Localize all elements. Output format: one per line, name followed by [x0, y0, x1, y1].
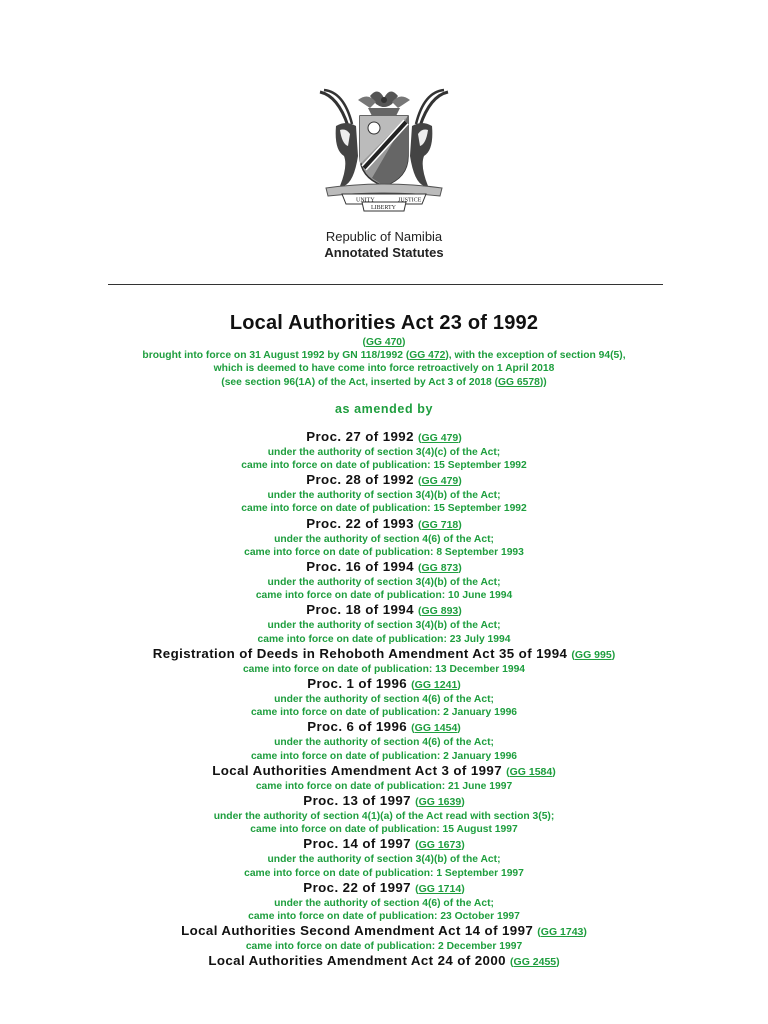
amendment-title-text: Proc. 28 of 1992	[306, 472, 414, 488]
amendment-note: came into force on date of publication: 2 January 1996	[250, 750, 518, 762]
amendment-note: under the authority of section 3(4)(c) of the Act;	[267, 446, 501, 458]
gazette-link[interactable]: GG 873	[421, 562, 459, 575]
header-divider	[108, 284, 663, 285]
amendment-title	[0, 763, 768, 780]
amended-by-heading: as amended by	[334, 401, 434, 416]
amendment-gazette-ref: (GG 893)	[418, 605, 462, 618]
act-info-line-2: which is deemed to have come into force retroactively on 1 April 2018	[213, 363, 555, 375]
amendment-gazette-ref: (GG 479)	[418, 475, 462, 488]
gazette-link[interactable]: GG 1639	[418, 796, 462, 809]
amendment-note: under the authority of section 3(4)(b) of the Act;	[267, 620, 501, 632]
amendment-note: under the authority of section 3(4)(b) of the Act;	[267, 490, 501, 502]
amendment-note: under the authority of section 4(6) of the Act;	[274, 737, 494, 749]
amendment-title	[0, 880, 768, 897]
amendment-gazette-ref: (GG 1639)	[415, 796, 465, 809]
amendment-gazette-ref: (GG 1673)	[415, 839, 465, 852]
amendment-title-text: Proc. 16 of 1994	[306, 559, 414, 575]
amendment-gazette-ref: (GG 479)	[418, 431, 462, 444]
act-title: Local Authorities Act 23 of 1992	[229, 312, 539, 334]
amendment-note: came into force on date of publication: 1 September 1997	[244, 867, 524, 879]
gazette-link[interactable]: GG 1584	[509, 765, 553, 778]
amendment-title-text: Proc. 22 of 1997	[303, 879, 411, 895]
amendment-title	[0, 719, 768, 736]
gazette-link[interactable]: GG 718	[421, 518, 459, 531]
gazette-link[interactable]: GG 470	[365, 337, 403, 348]
republic-name: Republic of Namibia	[325, 229, 443, 244]
amendment-title	[0, 472, 768, 489]
amendment-title	[0, 646, 768, 663]
gazette-link[interactable]: GG 995	[574, 648, 612, 661]
amendment-title	[0, 923, 768, 940]
motto-justice: JUSTICE	[398, 197, 422, 204]
gazette-link[interactable]: GG 1714	[418, 882, 462, 895]
amendment-note: came into force on date of publication: 23 July 1994	[257, 633, 511, 645]
amendment-note: came into force on date of publication: 2 December 1997	[245, 941, 523, 953]
amendment-gazette-ref: (GG 1584)	[506, 765, 556, 778]
amendment-note: under the authority of section 4(6) of the Act;	[274, 897, 494, 909]
amendment-title-text: Local Authorities Amendment Act 3 of 1997	[212, 762, 503, 778]
amendment-title-text: Proc. 6 of 1996	[307, 719, 408, 735]
amendment-note: came into force on date of publication: 15 September 1992	[241, 460, 527, 472]
gazette-link[interactable]: GG 893	[421, 605, 459, 618]
amendment-note: came into force on date of publication: 2 January 1996	[250, 707, 518, 719]
amendment-note: came into force on date of publication: 23 October 1997	[248, 911, 520, 923]
amendment-title-text: Proc. 27 of 1992	[306, 428, 414, 444]
amendment-note: under the authority of section 3(4)(b) of the Act;	[267, 854, 501, 866]
amendment-gazette-ref: (GG 1714)	[415, 882, 465, 895]
amendment-title-text: Proc. 13 of 1997	[303, 793, 411, 809]
amendment-title-text: Proc. 22 of 1993	[306, 515, 414, 531]
amendment-title-text: Local Authorities Amendment Act 24 of 2000	[208, 953, 506, 969]
amendment-title-text: Registration of Deeds in Rehoboth Amendment Act 35 of 1994	[152, 645, 568, 661]
amendment-title-text: Local Authorities Second Amendment Act 14 of 1997	[181, 923, 534, 939]
motto-unity: UNITY	[356, 197, 375, 204]
amendment-note: came into force on date of publication: 15 September 1992	[241, 503, 527, 515]
gazette-link[interactable]: GG 479	[421, 431, 459, 444]
gazette-link[interactable]: GG 472	[409, 350, 446, 362]
amendment-note: under the authority of section 3(4)(b) of the Act;	[267, 577, 501, 589]
amendment-title-text: Proc. 18 of 1994	[306, 602, 414, 618]
act-gazette-line: (GG 470)	[362, 337, 406, 348]
amendment-title	[0, 559, 768, 576]
amendment-title	[0, 793, 768, 810]
act-info-line-3: (see section 96(1A) of the Act, inserted by Act 3 of 2018 (GG 6578))	[221, 376, 547, 388]
amendment-gazette-ref: (GG 718)	[418, 518, 462, 531]
amendment-title-text: Proc. 1 of 1996	[307, 676, 408, 692]
namibia-coat-of-arms-icon	[318, 86, 450, 212]
amendment-note: under the authority of section 4(1)(a) of the Act read with section 3(5);	[213, 811, 555, 823]
amendment-note: came into force on date of publication: 8 September 1993	[244, 546, 524, 558]
amendment-note: came into force on date of publication: 15 August 1997	[250, 824, 518, 836]
amendment-note: came into force on date of publication: 13 December 1994	[242, 663, 526, 675]
gazette-link[interactable]: GG 1454	[414, 722, 458, 735]
amendment-gazette-ref: (GG 1454)	[411, 722, 461, 735]
amendment-title-text: Proc. 14 of 1997	[303, 836, 411, 852]
amendments-list	[0, 429, 768, 971]
amendment-title	[0, 516, 768, 533]
motto-liberty: LIBERTY	[371, 205, 396, 211]
amendment-gazette-ref: (GG 2455)	[510, 956, 560, 969]
amendment-title	[0, 953, 768, 970]
amendment-gazette-ref: (GG 873)	[418, 562, 462, 575]
amendment-note: came into force on date of publication: 10 June 1994	[255, 590, 513, 602]
annotated-statutes-label: Annotated Statutes	[324, 245, 444, 260]
amendment-gazette-ref: (GG 1743)	[537, 926, 587, 939]
amendment-note: under the authority of section 4(6) of the Act;	[274, 694, 494, 706]
amendment-title	[0, 836, 768, 853]
gazette-link[interactable]: GG 479	[421, 475, 459, 488]
amendment-title	[0, 602, 768, 619]
publication-header	[0, 229, 768, 261]
amendment-note: under the authority of section 4(6) of the Act;	[274, 533, 494, 545]
amendment-gazette-ref: (GG 995)	[571, 648, 616, 661]
gazette-link[interactable]: GG 1241	[414, 679, 458, 692]
coat-of-arms	[318, 86, 450, 212]
amendment-title	[0, 429, 768, 446]
document-body	[0, 310, 768, 970]
gazette-link[interactable]: GG 1673	[418, 839, 462, 852]
gazette-link[interactable]: GG 1743	[540, 926, 584, 939]
gazette-link[interactable]: GG 6578	[498, 376, 540, 388]
gazette-link[interactable]: GG 2455	[513, 956, 557, 969]
amendment-gazette-ref: (GG 1241)	[411, 679, 461, 692]
amendment-title	[0, 676, 768, 693]
act-info-line-1: brought into force on 31 August 1992 by GN 118/1992 (GG 472), with the exception of section 94(5),	[142, 350, 626, 362]
amendment-note: came into force on date of publication: 21 June 1997	[255, 780, 513, 792]
